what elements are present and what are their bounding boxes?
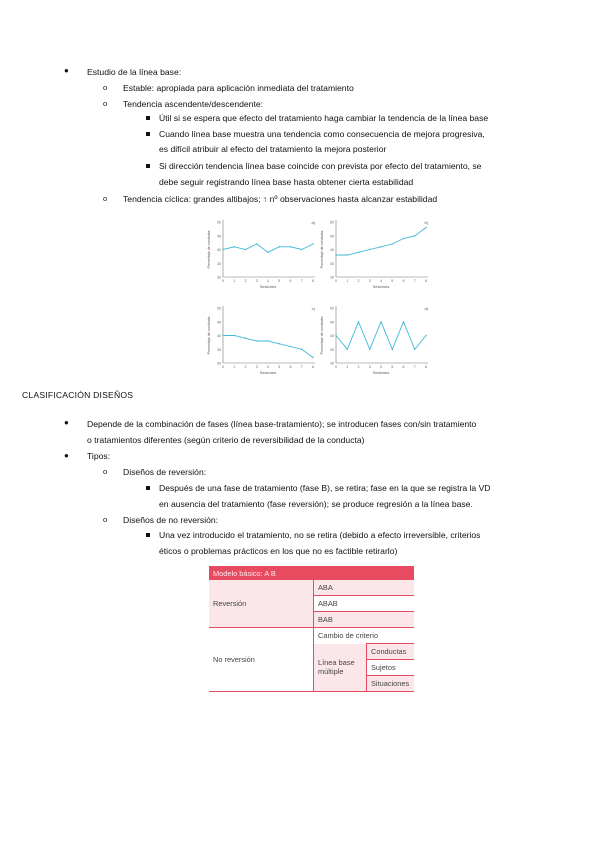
y-tick-label: 50 bbox=[217, 220, 221, 225]
row-sujetos: Sujetos bbox=[367, 660, 415, 676]
row-conductas: Conductas bbox=[367, 644, 415, 660]
y-tick-label: 50 bbox=[330, 306, 334, 311]
data-point bbox=[279, 246, 280, 247]
reversion-cell: Reversión bbox=[209, 580, 314, 628]
series-line bbox=[336, 228, 426, 256]
square-bullet-icon bbox=[146, 116, 150, 120]
x-tick-label: 5 bbox=[278, 279, 281, 283]
data-point bbox=[234, 246, 235, 247]
panel-label: c) bbox=[311, 306, 315, 311]
x-tick-label: 2 bbox=[244, 365, 247, 369]
data-point bbox=[245, 338, 246, 339]
row-aba: ABA bbox=[314, 580, 415, 596]
y-tick-label: 45 bbox=[217, 320, 221, 325]
circle-bullet-icon: o bbox=[103, 194, 108, 203]
y-tick-label: 30 bbox=[330, 275, 334, 280]
x-tick-label: 2 bbox=[357, 365, 360, 369]
data-point bbox=[392, 349, 393, 350]
data-point bbox=[425, 227, 426, 228]
no-reversion-text-2: éticos o problemas prácticos en los que no es factible retirarlo) bbox=[159, 546, 398, 556]
reversion-text-1: Después de una fase de tratamiento (fase B), se retira; fase en la que se registra la VD bbox=[159, 483, 491, 493]
data-point bbox=[369, 249, 370, 250]
data-point bbox=[234, 335, 235, 336]
panel-label: b) bbox=[424, 220, 428, 225]
square-bullet-icon bbox=[146, 486, 150, 490]
x-tick-label: 3 bbox=[368, 365, 371, 369]
no-reversion-item: Diseños de no reversión: bbox=[123, 515, 219, 525]
data-point bbox=[279, 343, 280, 344]
y-tick-label: 45 bbox=[330, 234, 334, 239]
x-tick-label: 7 bbox=[413, 279, 416, 283]
data-point bbox=[256, 340, 257, 341]
chart-a-svg bbox=[205, 214, 320, 296]
tipos-label: Tipos: bbox=[87, 451, 111, 461]
y-tick-label: 40 bbox=[217, 334, 221, 338]
data-point bbox=[222, 249, 223, 250]
y-tick-label: 35 bbox=[217, 347, 221, 352]
x-tick-label: 1 bbox=[233, 279, 236, 283]
data-point bbox=[290, 346, 291, 347]
circle-bullet-icon: o bbox=[103, 515, 108, 524]
x-tick-label: 3 bbox=[368, 279, 371, 283]
circle-bullet-icon: o bbox=[103, 99, 108, 108]
tendencia-point-2-cont: es difícil atribuir al efecto del tratamiento la mejora posterior bbox=[159, 144, 387, 154]
data-point bbox=[358, 321, 359, 322]
x-tick-label: 7 bbox=[413, 365, 416, 369]
x-tick-label: 6 bbox=[402, 279, 405, 283]
y-tick-label: 35 bbox=[330, 261, 334, 266]
reversion-text-2: en ausencia del tratamiento (fase reversión); se produce regresión a la línea base. bbox=[159, 499, 473, 509]
y-tick-label: 45 bbox=[217, 234, 221, 239]
data-point bbox=[425, 335, 426, 336]
x-tick-label: 6 bbox=[289, 365, 292, 369]
x-tick-label: 7 bbox=[300, 279, 303, 283]
x-axis-label: Sesiones bbox=[259, 370, 277, 375]
y-tick-label: 40 bbox=[330, 248, 334, 252]
square-bullet-icon bbox=[146, 533, 150, 537]
linea-base-label: Línea base bbox=[318, 658, 355, 668]
x-tick-label: 3 bbox=[255, 365, 258, 369]
x-tick-label: 7 bbox=[300, 365, 303, 369]
series-line bbox=[223, 244, 313, 252]
table-row bbox=[209, 628, 414, 644]
y-axis-label: Porcentaje de conducta bbox=[320, 316, 324, 355]
data-point bbox=[290, 246, 291, 247]
clasificacion-heading: CLASIFICACIÓN DISEÑOS bbox=[22, 390, 134, 400]
data-point bbox=[312, 357, 313, 358]
x-tick-label: 6 bbox=[289, 279, 292, 283]
row-cambio-criterio: Cambio de criterio bbox=[314, 628, 415, 644]
data-point bbox=[414, 349, 415, 350]
tendencia-point-1: Útil si se espera que efecto del tratamiento haga cambiar la tendencia de la línea base bbox=[159, 113, 489, 123]
data-point bbox=[267, 340, 268, 341]
chart-d-svg bbox=[318, 300, 433, 382]
x-axis-label: Sesiones bbox=[372, 370, 390, 375]
circle-bullet-icon: o bbox=[103, 467, 108, 476]
y-axis-label: Porcentaje de conducta bbox=[207, 230, 211, 269]
x-tick-label: 2 bbox=[357, 279, 360, 283]
table-row bbox=[209, 580, 414, 596]
data-point bbox=[380, 321, 381, 322]
data-point bbox=[414, 235, 415, 236]
x-tick-label: 8 bbox=[312, 365, 314, 369]
x-tick-label: 1 bbox=[233, 365, 236, 369]
row-situaciones: Situaciones bbox=[367, 676, 415, 692]
data-point bbox=[301, 249, 302, 250]
depende-line-2: o tratamientos diferentes (según criterio de reversibilidad de la conducta) bbox=[87, 435, 365, 445]
x-tick-label: 0 bbox=[222, 365, 224, 369]
data-point bbox=[301, 349, 302, 350]
data-point bbox=[369, 349, 370, 350]
data-point bbox=[392, 243, 393, 244]
series-line bbox=[336, 322, 426, 350]
x-tick-label: 0 bbox=[335, 279, 337, 283]
square-bullet-icon bbox=[146, 164, 150, 168]
x-tick-label: 2 bbox=[244, 279, 247, 283]
chart-panel-b bbox=[318, 214, 433, 296]
modelo-table bbox=[209, 566, 414, 692]
bullet-icon: ● bbox=[64, 418, 69, 427]
x-tick-label: 8 bbox=[312, 279, 314, 283]
table-header-row bbox=[209, 566, 414, 580]
circle-bullet-icon: o bbox=[103, 83, 108, 92]
y-tick-label: 45 bbox=[330, 320, 334, 325]
x-tick-label: 3 bbox=[255, 279, 258, 283]
estudio-linea-base: Estudio de la línea base: bbox=[87, 67, 182, 77]
y-tick-label: 35 bbox=[217, 261, 221, 266]
y-tick-label: 50 bbox=[217, 306, 221, 311]
x-tick-label: 8 bbox=[425, 279, 427, 283]
row-abab: ABAB bbox=[314, 596, 415, 612]
data-point bbox=[358, 252, 359, 253]
data-point bbox=[335, 254, 336, 255]
x-tick-label: 5 bbox=[278, 365, 281, 369]
x-tick-label: 4 bbox=[267, 365, 269, 369]
x-tick-label: 4 bbox=[267, 279, 269, 283]
panel-label: d) bbox=[424, 306, 428, 311]
depende-line-1: Depende de la combinación de fases (línea base-tratamiento); se introducen fases con/sin tratamiento bbox=[87, 419, 477, 429]
x-tick-label: 4 bbox=[380, 365, 382, 369]
x-tick-label: 1 bbox=[346, 279, 349, 283]
x-tick-label: 0 bbox=[335, 365, 337, 369]
chart-panel-a bbox=[205, 214, 320, 296]
data-point bbox=[403, 238, 404, 239]
estable-item: Estable: apropiada para aplicación inmediata del tratamiento bbox=[123, 83, 354, 93]
data-point bbox=[403, 321, 404, 322]
chart-b-svg bbox=[318, 214, 433, 296]
x-axis-label: Sesiones bbox=[372, 284, 390, 289]
y-tick-label: 40 bbox=[217, 248, 221, 252]
data-point bbox=[245, 249, 246, 250]
data-point bbox=[256, 243, 257, 244]
y-tick-label: 30 bbox=[217, 275, 221, 280]
x-tick-label: 6 bbox=[402, 365, 405, 369]
data-point bbox=[312, 243, 313, 244]
y-tick-label: 40 bbox=[330, 334, 334, 338]
x-axis-label: Sesiones bbox=[259, 284, 277, 289]
tendencia-item: Tendencia ascendente/descendente: bbox=[123, 99, 263, 109]
bullet-icon: ● bbox=[64, 66, 69, 75]
chart-c-svg bbox=[205, 300, 320, 382]
y-tick-label: 30 bbox=[330, 361, 334, 366]
ciclica-item: Tendencia cíclica: grandes altibajos; ↑ nº observaciones hasta alcanzar estabilidad bbox=[123, 194, 438, 204]
x-tick-label: 0 bbox=[222, 279, 224, 283]
data-point bbox=[380, 246, 381, 247]
y-tick-label: 35 bbox=[330, 347, 334, 352]
series-line bbox=[223, 336, 313, 358]
y-axis-label: Porcentaje de conducta bbox=[207, 316, 211, 355]
x-tick-label: 8 bbox=[425, 365, 427, 369]
square-bullet-icon bbox=[146, 132, 150, 136]
linea-base-multiple-cell bbox=[314, 644, 367, 692]
data-point bbox=[347, 349, 348, 350]
y-tick-label: 50 bbox=[330, 220, 334, 225]
reversion-item: Diseños de reversión: bbox=[123, 467, 207, 477]
data-point bbox=[222, 335, 223, 336]
chart-panel-d bbox=[318, 300, 433, 382]
chart-panel-c bbox=[205, 300, 320, 382]
row-bab: BAB bbox=[314, 612, 415, 628]
data-point bbox=[267, 252, 268, 253]
no-reversion-cell: No reversión bbox=[209, 628, 314, 692]
multiple-label: múltiple bbox=[318, 667, 344, 677]
x-tick-label: 1 bbox=[346, 365, 349, 369]
tendencia-point-3: Si dirección tendencia línea base coincide con prevista por efecto del tratamiento, se bbox=[159, 161, 482, 171]
y-tick-label: 30 bbox=[217, 361, 221, 366]
y-axis-label: Porcentaje de conducta bbox=[320, 230, 324, 269]
x-tick-label: 5 bbox=[391, 279, 394, 283]
x-tick-label: 4 bbox=[380, 279, 382, 283]
bullet-icon: ● bbox=[64, 451, 69, 460]
data-point bbox=[335, 335, 336, 336]
x-tick-label: 5 bbox=[391, 365, 394, 369]
tendencia-point-3-cont: debe seguir registrando línea base hasta obtener cierta estabilidad bbox=[159, 177, 414, 187]
no-reversion-text-1: Una vez introducido el tratamiento, no se retira (debido a efecto irreversible, criterios bbox=[159, 530, 481, 540]
panel-label: a) bbox=[311, 220, 315, 225]
data-point bbox=[347, 254, 348, 255]
table-header: Modelo básico: A B bbox=[209, 566, 414, 580]
tendencia-point-2: Cuando línea base muestra una tendencia como consecuencia de mejora progresiva, bbox=[159, 129, 485, 139]
